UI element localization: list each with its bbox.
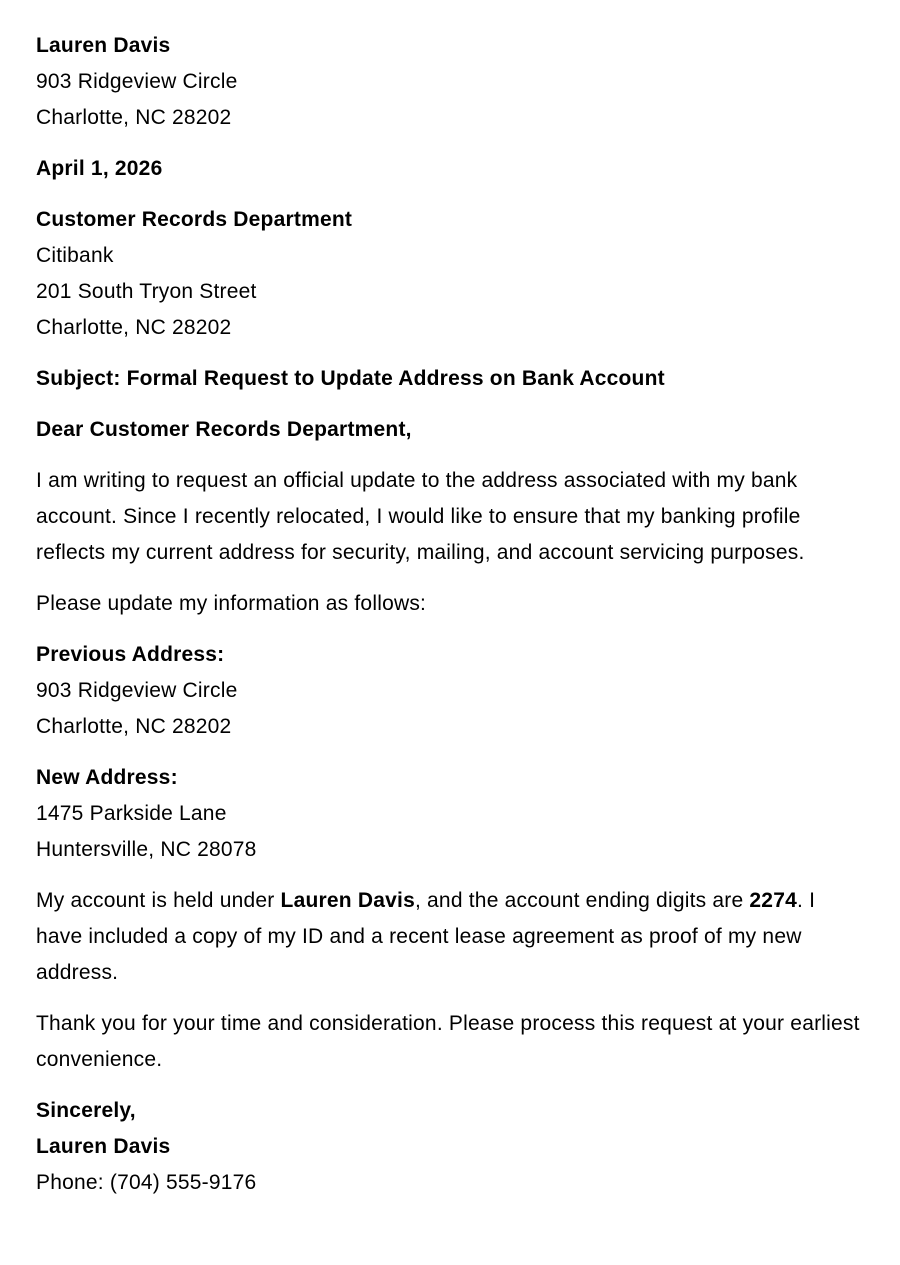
previous-address-city-state-zip: Charlotte, NC 28202 (36, 715, 232, 738)
signature-closing: Sincerely, (36, 1099, 136, 1122)
recipient-street: 201 South Tryon Street (36, 280, 257, 303)
signature-block (36, 1093, 860, 1201)
account-ending-digits: 2274 (749, 889, 797, 912)
account-paragraph (36, 883, 860, 991)
intro-paragraph: I am writing to request an official update to the address associated with my bank account. Since I recently relocated, I would like to ensure that my banking profile reflects my current address for security, mailing, and account servicing purposes. (36, 469, 805, 564)
previous-address-heading: Previous Address: (36, 643, 225, 666)
salutation-block (36, 412, 860, 448)
recipient-organization: Citibank (36, 244, 114, 267)
recipient-address-block (36, 202, 860, 346)
account-paragraph-segment-2: , and the account ending digits are (414, 889, 750, 912)
sender-name: Lauren Davis (36, 34, 171, 57)
new-address-block (36, 760, 860, 868)
account-holder-name: Lauren Davis (280, 889, 415, 912)
letter-date: April 1, 2026 (36, 157, 163, 180)
previous-address-street: 903 Ridgeview Circle (36, 679, 238, 702)
account-paragraph-segment-3: . I have included a copy of my ID and a recent lease agreement as proof of my new address. (36, 889, 816, 984)
subject-line: Subject: Formal Request to Update Address on Bank Account (36, 367, 665, 390)
new-address-city-state-zip: Huntersville, NC 28078 (36, 838, 257, 861)
recipient-city-state-zip: Charlotte, NC 28202 (36, 316, 232, 339)
sender-city-state-zip: Charlotte, NC 28202 (36, 106, 232, 129)
sender-address-block (36, 28, 860, 136)
letter-date-block (36, 151, 860, 187)
new-address-street: 1475 Parkside Lane (36, 802, 227, 825)
subject-block (36, 361, 860, 397)
instruction-line: Please update my information as follows: (36, 592, 427, 615)
previous-address-block (36, 637, 860, 745)
recipient-department: Customer Records Department (36, 208, 353, 231)
account-paragraph-segment-1: My account is held under (36, 889, 281, 912)
new-address-heading: New Address: (36, 766, 178, 789)
signature-phone: Phone: (704) 555-9176 (36, 1171, 257, 1194)
sender-street: 903 Ridgeview Circle (36, 70, 238, 93)
salutation: Dear Customer Records Department, (36, 418, 412, 441)
signature-name: Lauren Davis (36, 1135, 171, 1158)
closing-paragraph: Thank you for your time and consideration. Please process this request at your earliest convenience. (36, 1012, 860, 1071)
